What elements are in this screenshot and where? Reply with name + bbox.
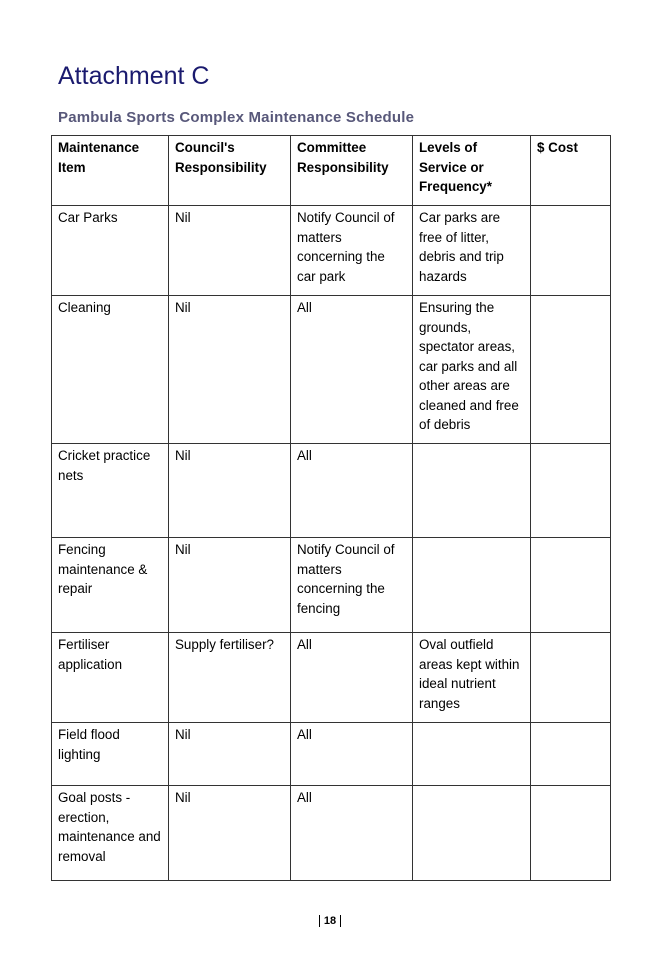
cell-committee: All — [291, 633, 413, 723]
header-cost: $ Cost — [531, 136, 611, 206]
cell-cost — [531, 786, 611, 881]
cell-committee: Notify Council of matters concerning the car park — [291, 206, 413, 296]
cell-committee: All — [291, 296, 413, 444]
cell-item: Field flood lighting — [52, 723, 169, 786]
cell-committee: Notify Council of matters concerning the fencing — [291, 538, 413, 633]
cell-item: Fertiliser application — [52, 633, 169, 723]
cell-council: Supply fertiliser? — [169, 633, 291, 723]
table-row — [52, 206, 611, 296]
cell-item: Goal posts - erection, maintenance and removal — [52, 786, 169, 881]
cell-council: Nil — [169, 296, 291, 444]
cell-cost — [531, 723, 611, 786]
cell-council: Nil — [169, 723, 291, 786]
header-levels-of-service: Levels of Service or Frequency* — [413, 136, 531, 206]
table-row — [52, 633, 611, 723]
cell-cost — [531, 538, 611, 633]
cell-service: Car parks are free of litter, debris and trip hazards — [413, 206, 531, 296]
cell-council: Nil — [169, 444, 291, 538]
cell-cost — [531, 296, 611, 444]
cell-cost — [531, 206, 611, 296]
table-row — [52, 296, 611, 444]
page-title: Attachment C — [58, 62, 210, 90]
cell-committee: All — [291, 786, 413, 881]
cell-item: Fencing maintenance & repair — [52, 538, 169, 633]
cell-item: Car Parks — [52, 206, 169, 296]
cell-council: Nil — [169, 206, 291, 296]
page-footer — [0, 915, 660, 927]
cell-service: Oval outfield areas kept within ideal nutrient ranges — [413, 633, 531, 723]
cell-service — [413, 723, 531, 786]
header-maintenance-item: Maintenance Item — [52, 136, 169, 206]
cell-service — [413, 444, 531, 538]
schedule-subtitle: Pambula Sports Complex Maintenance Schedule — [58, 109, 415, 126]
cell-item: Cricket practice nets — [52, 444, 169, 538]
cell-service — [413, 538, 531, 633]
cell-cost — [531, 444, 611, 538]
header-committee-responsibility: Committee Responsibility — [291, 136, 413, 206]
cell-committee: All — [291, 723, 413, 786]
maintenance-schedule-table — [51, 135, 611, 881]
cell-council: Nil — [169, 538, 291, 633]
cell-service — [413, 786, 531, 881]
cell-council: Nil — [169, 786, 291, 881]
table-header-row — [52, 136, 611, 206]
table-row — [52, 786, 611, 881]
table-row — [52, 723, 611, 786]
table-row — [52, 444, 611, 538]
header-councils-responsibility: Council's Responsibility — [169, 136, 291, 206]
cell-item: Cleaning — [52, 296, 169, 444]
cell-committee: All — [291, 444, 413, 538]
cell-cost — [531, 633, 611, 723]
table-row — [52, 538, 611, 633]
cell-service: Ensuring the grounds, spectator areas, car parks and all other areas are cleaned and free of debris — [413, 296, 531, 444]
page-number: 18 — [319, 915, 341, 927]
